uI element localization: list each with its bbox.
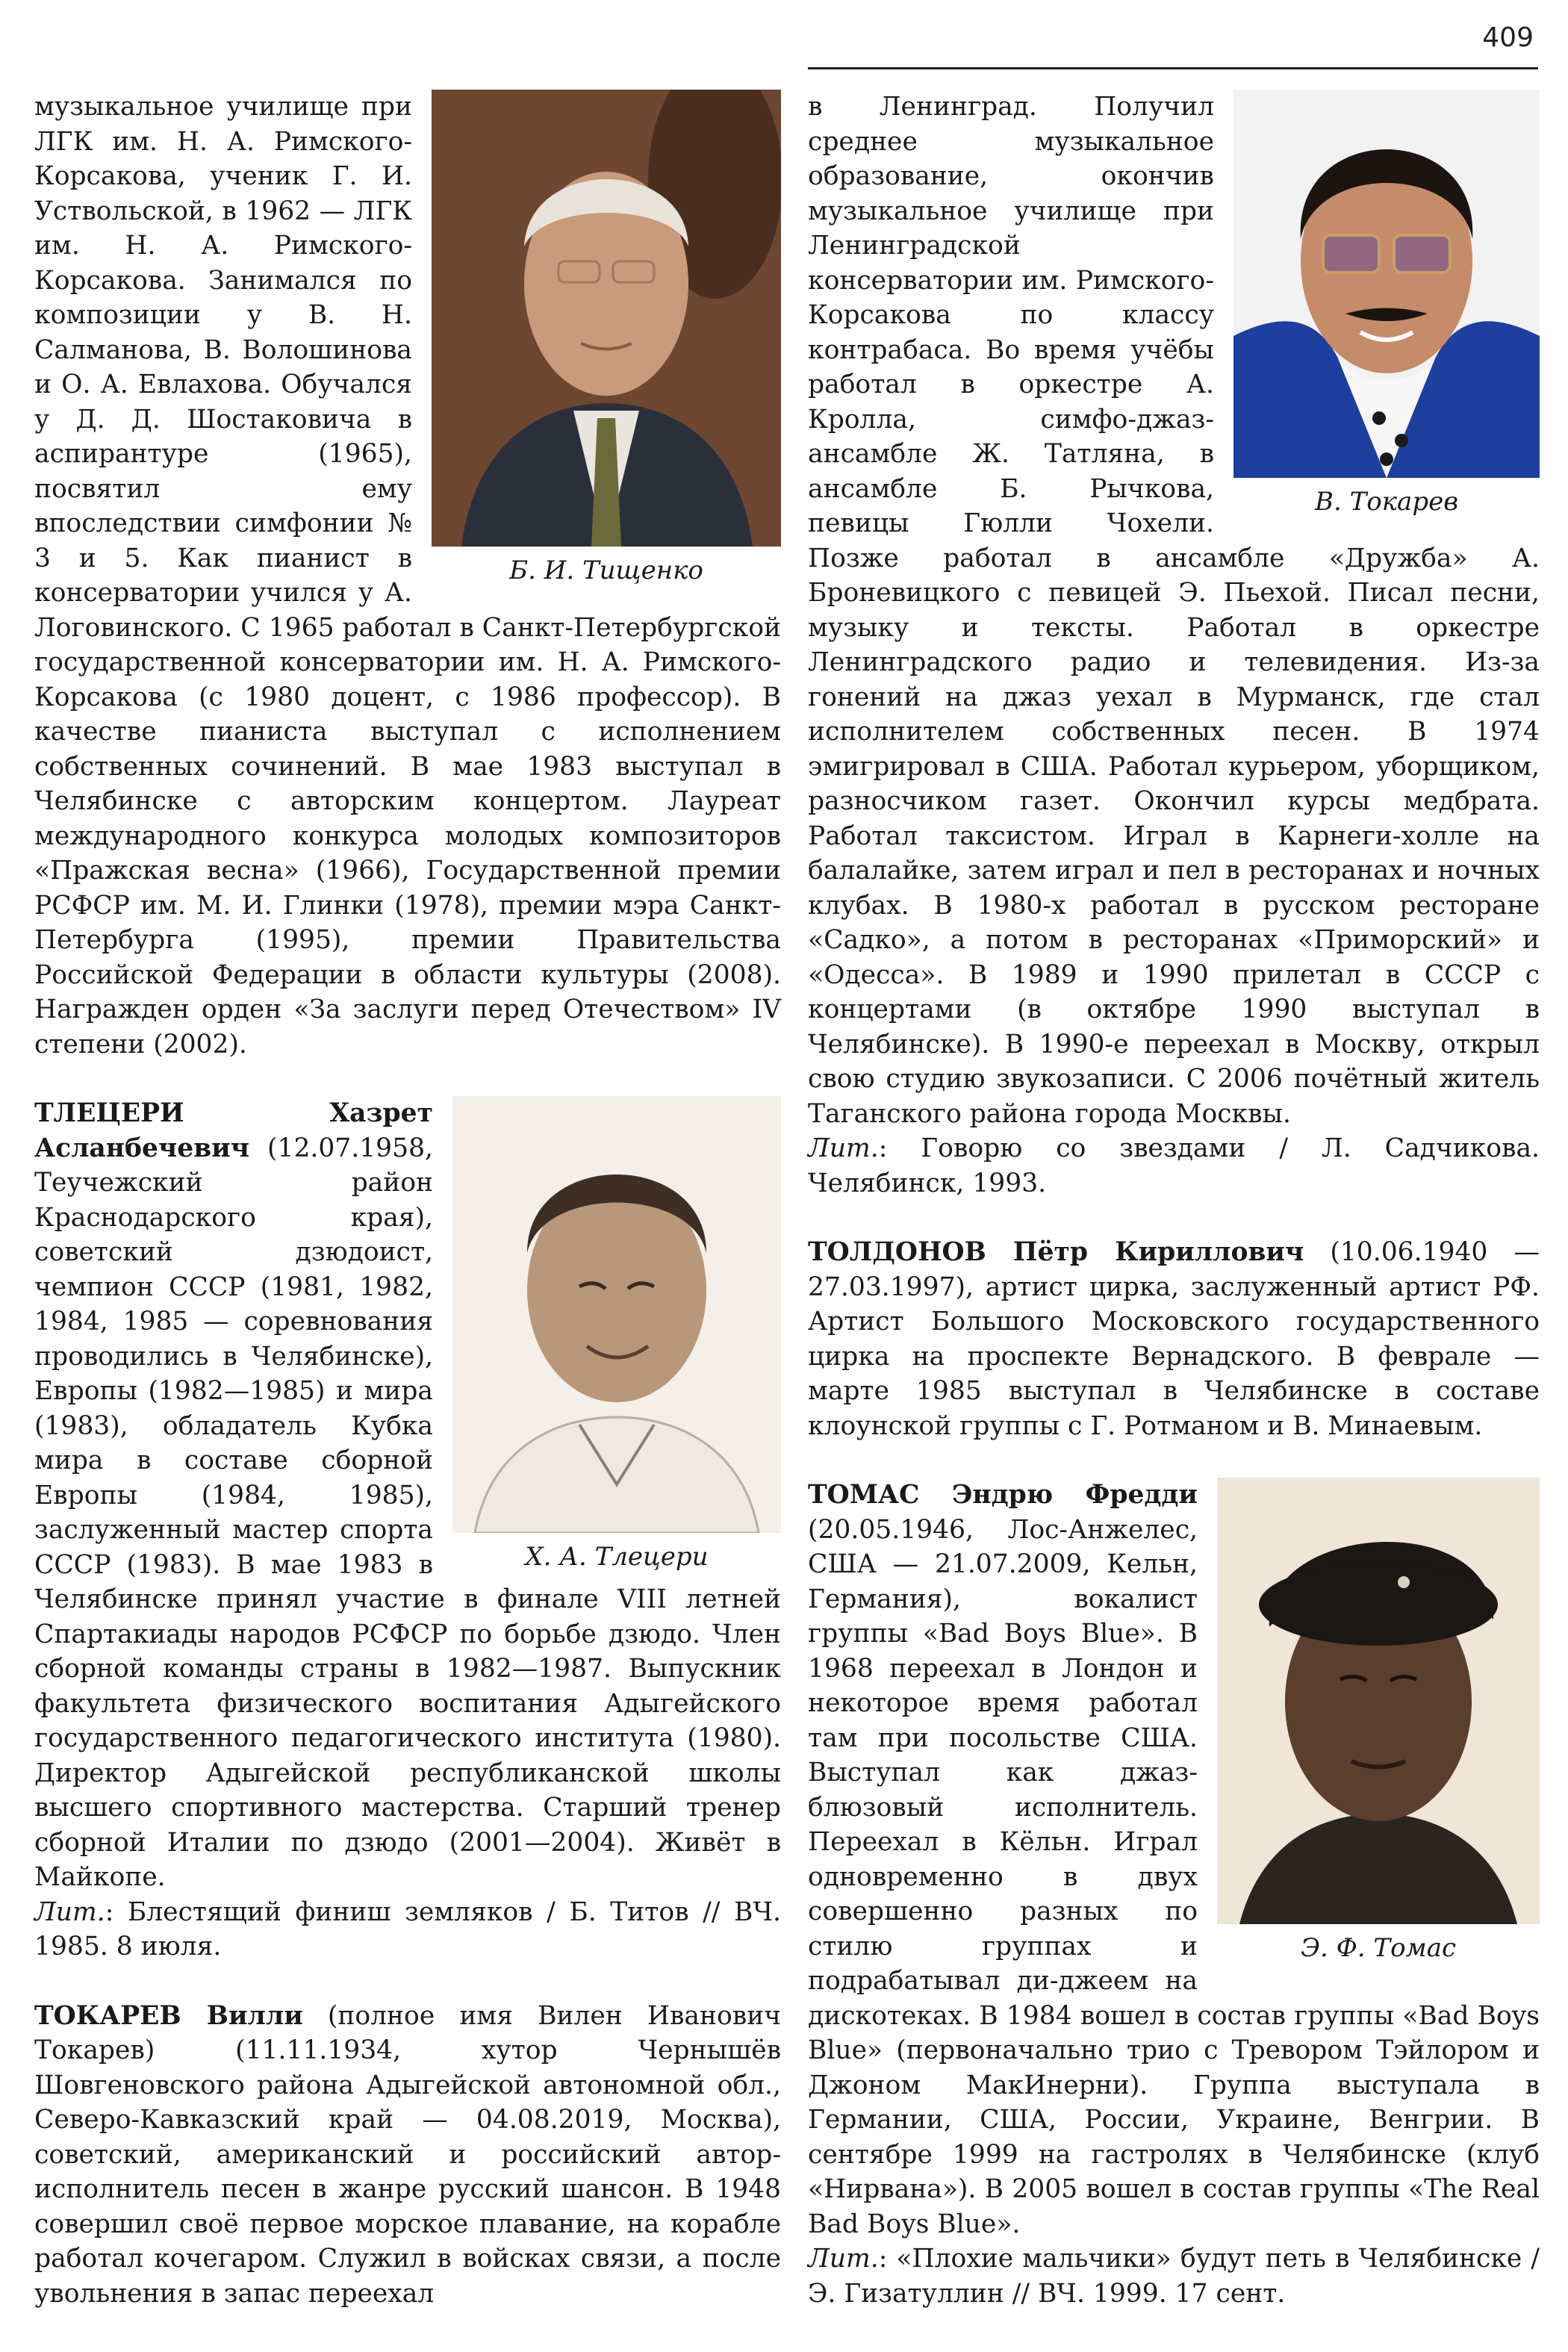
photo-thomas bbox=[1217, 1478, 1540, 1964]
entry-literature bbox=[808, 2241, 1540, 2311]
photo-tokarev bbox=[1233, 90, 1540, 518]
page-number: 409 bbox=[1482, 22, 1534, 53]
entry-text: музыкальное училище при ЛГК им. Н. А. Римского-Корсакова, ученик Г. И. Уствольской, в 1962 — ЛГК им. Н. А. Римского-Корсакова. Занимался по композиции у В. Н. Салманова, В. Волошинова и О. А. Евлахова. Обучался у Д. Д. Шостаковича в аспирантуре (1965), посвятил ему впоследствии симфонии № 3 и 5. Как пианист в консерватории учился у А. Логовинского. С 1965 работал в Санкт-Петербургской государственной консерватории им. Н. А. Римского-Корсакова (с 1980 доцент, с 1986 профессор). В качестве пианиста выступал с исполнением собственных сочинений. В мае 1983 выступал в Челябинске с авторским концертом. Лауреат международного конкурса молодых композиторов «Пражская весна» (1966), Государственной премии РСФСР им. М. И. Глинки (1978), премии мэра Санкт-Петербурга (1995), премии Правительства Российской Федерации в области культуры (2008). Награжден орден «За заслуги перед Отечеством» IV степени (2002). bbox=[34, 92, 781, 1060]
entry-body: (полное имя Вилен Иванович Токарев) (11.11.1934, хутор Чернышёв Шовгеновского района Адыгейской автономной обл., Северо-Кавказский край — 04.08.2019, Москва), советский, американский и российский автор-исполнитель песен в жанре русский шансон. В 1948 совершил своё первое морское плавание, на корабле работал кочегаром. Служил в войсках связи, а после увольнения в запас переехал bbox=[34, 2000, 781, 2309]
photo-caption: Э. Ф. Томас bbox=[1300, 1933, 1457, 1963]
right-column bbox=[808, 90, 1540, 2311]
entry-headword: ТОМАС Эндрю Фредди bbox=[808, 1480, 1198, 1510]
literature-label: Лит. bbox=[808, 2244, 879, 2274]
left-column bbox=[34, 90, 781, 2311]
header-rule bbox=[808, 67, 1538, 69]
portrait-image bbox=[1233, 90, 1540, 478]
entry-body: (12.07.1958, Теучежский район Краснодарского края), советский дзюдоист, чемпион СССР (1981, 1982, 1984, 1985 — соревнования проводились в Челябинске), Европы (1982—1985) и мира (1983), обладатель Кубка мира в составе сборной Европы (1984, 1985), заслуженный мастер спорта СССР (1983). В мае 1983 в Челябинске принял участие в финале VIII летней Спартакиады народов РСФСР по борьбе дзюдо. Член сборной команды страны в 1982—1987. Выпускник факультета физического воспитания Адыгейского государственного педагогического института (1980). Директор Адыгейской республиканской школы высшего спортивного мастерства. Старший тренер сборной Италии по дзюдо (2001—2004). Живёт в Майкопе. bbox=[34, 1133, 781, 1892]
entry-text: в Ленинград. Получил среднее музыкальное образование, окончив музыкальное училище при Ленинградской консерватории им. Римского-Корсакова по классу контрабаса. Во время учёбы работал в оркестре А. Кролла, симфо-джаз-ансамбле Ж. Татляна, в ансамбле Б. Рычкова, певицы Гюлли Чохели. Позже работал в ансамбле «Дружба» А. Броневицкого с певицей Э. Пьехой. Писал песни, музыку и тексты. Работал в оркестре Ленинградского радио и телевидения. Из-за гонений на джаз уехал в Мурманск, где стал исполнителем собственных песен. В 1974 эмигрировал в США. Работал курьером, уборщиком, разносчиком газет. Окончил курсы медбрата. Работал таксистом. Играл в Карнеги-холле на балалайке, затем играл и пел в ресторанах и ночных клубах. В 1980-х работал в русском ресторане «Садко», а потом в ресторанах «Приморский» и «Одесса». В 1989 и 1990 прилетал в СССР с концертами (в октябре 1990 выступал в Челябинске). В 1990-е переехал в Москву, открыл свою студию звукозаписи. С 2006 почётный житель Таганского района города Москвы. bbox=[808, 92, 1540, 1129]
entry-tlecery bbox=[34, 1096, 781, 1964]
portrait-image bbox=[432, 90, 781, 547]
entry-headword: ТЛЕЦЕРИ Хазрет Асланбечевич bbox=[34, 1098, 433, 1163]
entry-tokarev-start bbox=[34, 1999, 781, 2312]
portrait-image bbox=[1217, 1478, 1540, 1924]
entry-literature bbox=[808, 1131, 1540, 1201]
entry-literature bbox=[34, 1895, 781, 1964]
photo-tischenko bbox=[432, 90, 781, 587]
literature-label: Лит. bbox=[808, 1133, 879, 1163]
entry-tokarev-cont bbox=[808, 90, 1540, 1201]
literature-text: : Говорю со звездами / Л. Садчикова. Челябинск, 1993. bbox=[808, 1133, 1540, 1198]
entry-thomas bbox=[808, 1478, 1540, 2311]
photo-tlecery bbox=[452, 1096, 781, 1573]
entry-headword: ТОКАРЕВ Вилли bbox=[34, 2000, 303, 2031]
entry-headword: ТОЛДОНОВ Пётр Кириллович bbox=[808, 1237, 1304, 1267]
portrait-image bbox=[452, 1096, 781, 1533]
literature-label: Лит. bbox=[34, 1897, 105, 1927]
entry-text bbox=[34, 1999, 781, 2312]
photo-caption: Х. А. Тлецери bbox=[525, 1542, 709, 1572]
literature-text: : Блестящий финиш земляков / Б. Титов // ВЧ. 1985. 8 июля. bbox=[34, 1897, 781, 1961]
entry-body: (20.05.1946, Лос-Анжелес, США — 21.07.2009, Кельн, Германия), вокалист группы «Bad Boys Blue». В 1968 переехал в Лондон и некоторое время работал там при посольстве США. Выступал как джаз-блюзовый исполнитель. Переехал в Кёльн. Играл одновременно в двух совершенно разных по стилю группах и подрабатывал ди-джеем на дискотеках. В 1984 вошел в состав группы «Bad Boys Blue» (первоначально трио с Тревором Тэйлором и Джоном МакИнерни). Группа выступала в Германии, США, России, Украине, Венгрии. В сентябре 1999 на гастролях в Челябинске (клуб «Нирвана»). В 2005 вошел в состав группы «The Real Bad Boys Blue». bbox=[808, 1514, 1540, 2239]
entry-toldonov bbox=[808, 1235, 1540, 1443]
literature-text: : «Плохие мальчики» будут петь в Челябинске / Э. Гизатуллин // ВЧ. 1999. 17 сент. bbox=[808, 2244, 1540, 2309]
entry-tischenko bbox=[34, 90, 781, 1062]
entry-text bbox=[808, 1235, 1540, 1443]
photo-caption: Б. И. Тищенко bbox=[509, 556, 703, 585]
entry-body: (10.06.1940 — 27.03.1997), артист цирка, заслуженный артист РФ. Артист Большого Московского государственного цирка на проспекте Вернадского. В феврале — марте 1985 выступал в Челябинске в составе клоунской группы с Г. Ротманом и В. Минаевым. bbox=[808, 1237, 1540, 1441]
photo-caption: В. Токарев bbox=[1315, 487, 1458, 517]
